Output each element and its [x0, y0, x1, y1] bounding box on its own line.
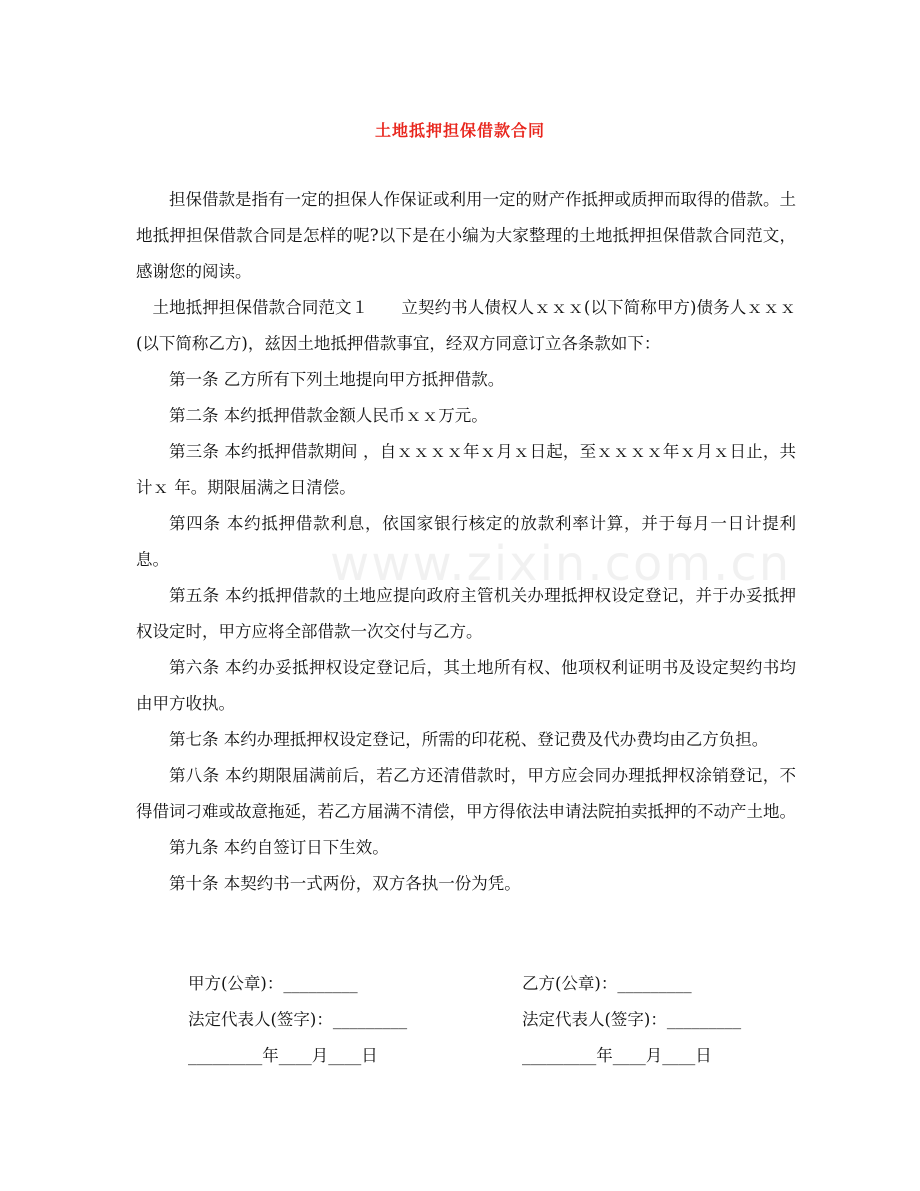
clause-5: 第五条 本约抵押借款的土地应提向政府主管机关办理抵押权设定登记，并于办妥抵押权设定时，甲方应将全部借款一次交付与乙方。 — [136, 586, 796, 641]
party-b-seal: 乙方(公章)：_________ — [522, 974, 692, 993]
clause-8: 第八条 本约期限届满前后，若乙方还清借款时，甲方应会同办理抵押权涂销登记，不得借词刁难或故意拖延，若乙方届满不清偿，甲方得依法申请法院拍卖抵押的不动产土地。 — [136, 766, 796, 821]
document-body — [136, 182, 796, 902]
watermark: www.zixin.com.cn — [330, 536, 792, 592]
clause-9: 第九条 本约自签订日下生效。 — [169, 838, 389, 857]
clause-1: 第一条 乙方所有下列土地提向甲方抵押借款。 — [169, 370, 505, 389]
signature-block — [188, 966, 808, 1074]
party-a-date: _________年____月____日 — [188, 1046, 378, 1065]
clause-10: 第十条 本契约书一式两份，双方各执一份为凭。 — [169, 874, 521, 893]
party-b-date: _________年____月____日 — [522, 1046, 712, 1065]
clause-6: 第六条 本约办妥抵押权设定登记后，其土地所有权、他项权利证明书及设定契约书均由甲方收执。 — [136, 658, 796, 713]
intro-paragraph: 担保借款是指有一定的担保人作保证或利用一定的财产作抵押或质押而取得的借款。土地抵押担保借款合同是怎样的呢?以下是在小编为大家整理的土地抵押担保借款合同范文，感谢您的阅读。 — [136, 190, 796, 281]
date-row — [188, 1038, 808, 1074]
clause-2: 第二条 本约抵押借款金额人民币ｘｘ万元。 — [169, 406, 488, 425]
clause-3: 第三条 本约抵押借款期间 ，自ｘｘｘｘ年ｘ月ｘ日起，至ｘｘｘｘ年ｘ月ｘ日止，共计ｘ 年。期限届满之日清偿。 — [136, 442, 796, 497]
parties-paragraph: 土地抵押担保借款合同范文１ 立契约书人债权人ｘｘｘ(以下简称甲方)债务人ｘｘｘ(以下简称乙方)，兹因土地抵押借款事宜，经双方同意订立各条款如下： — [136, 298, 796, 353]
party-a-seal: 甲方(公章)：_________ — [188, 974, 358, 993]
clause-7: 第七条 本约办理抵押权设定登记，所需的印花税、登记费及代办费均由乙方负担。 — [169, 730, 769, 749]
party-b-representative: 法定代表人(签字)：_________ — [522, 1010, 742, 1029]
seal-row — [188, 966, 808, 1002]
document-title: 土地抵押担保借款合同 — [374, 121, 545, 140]
representative-row — [188, 1002, 808, 1038]
party-a-representative: 法定代表人(签字)：_________ — [188, 1010, 408, 1029]
clause-4: 第四条 本约抵押借款利息，依国家银行核定的放款利率计算，并于每月一日计提利息。 — [136, 514, 796, 569]
